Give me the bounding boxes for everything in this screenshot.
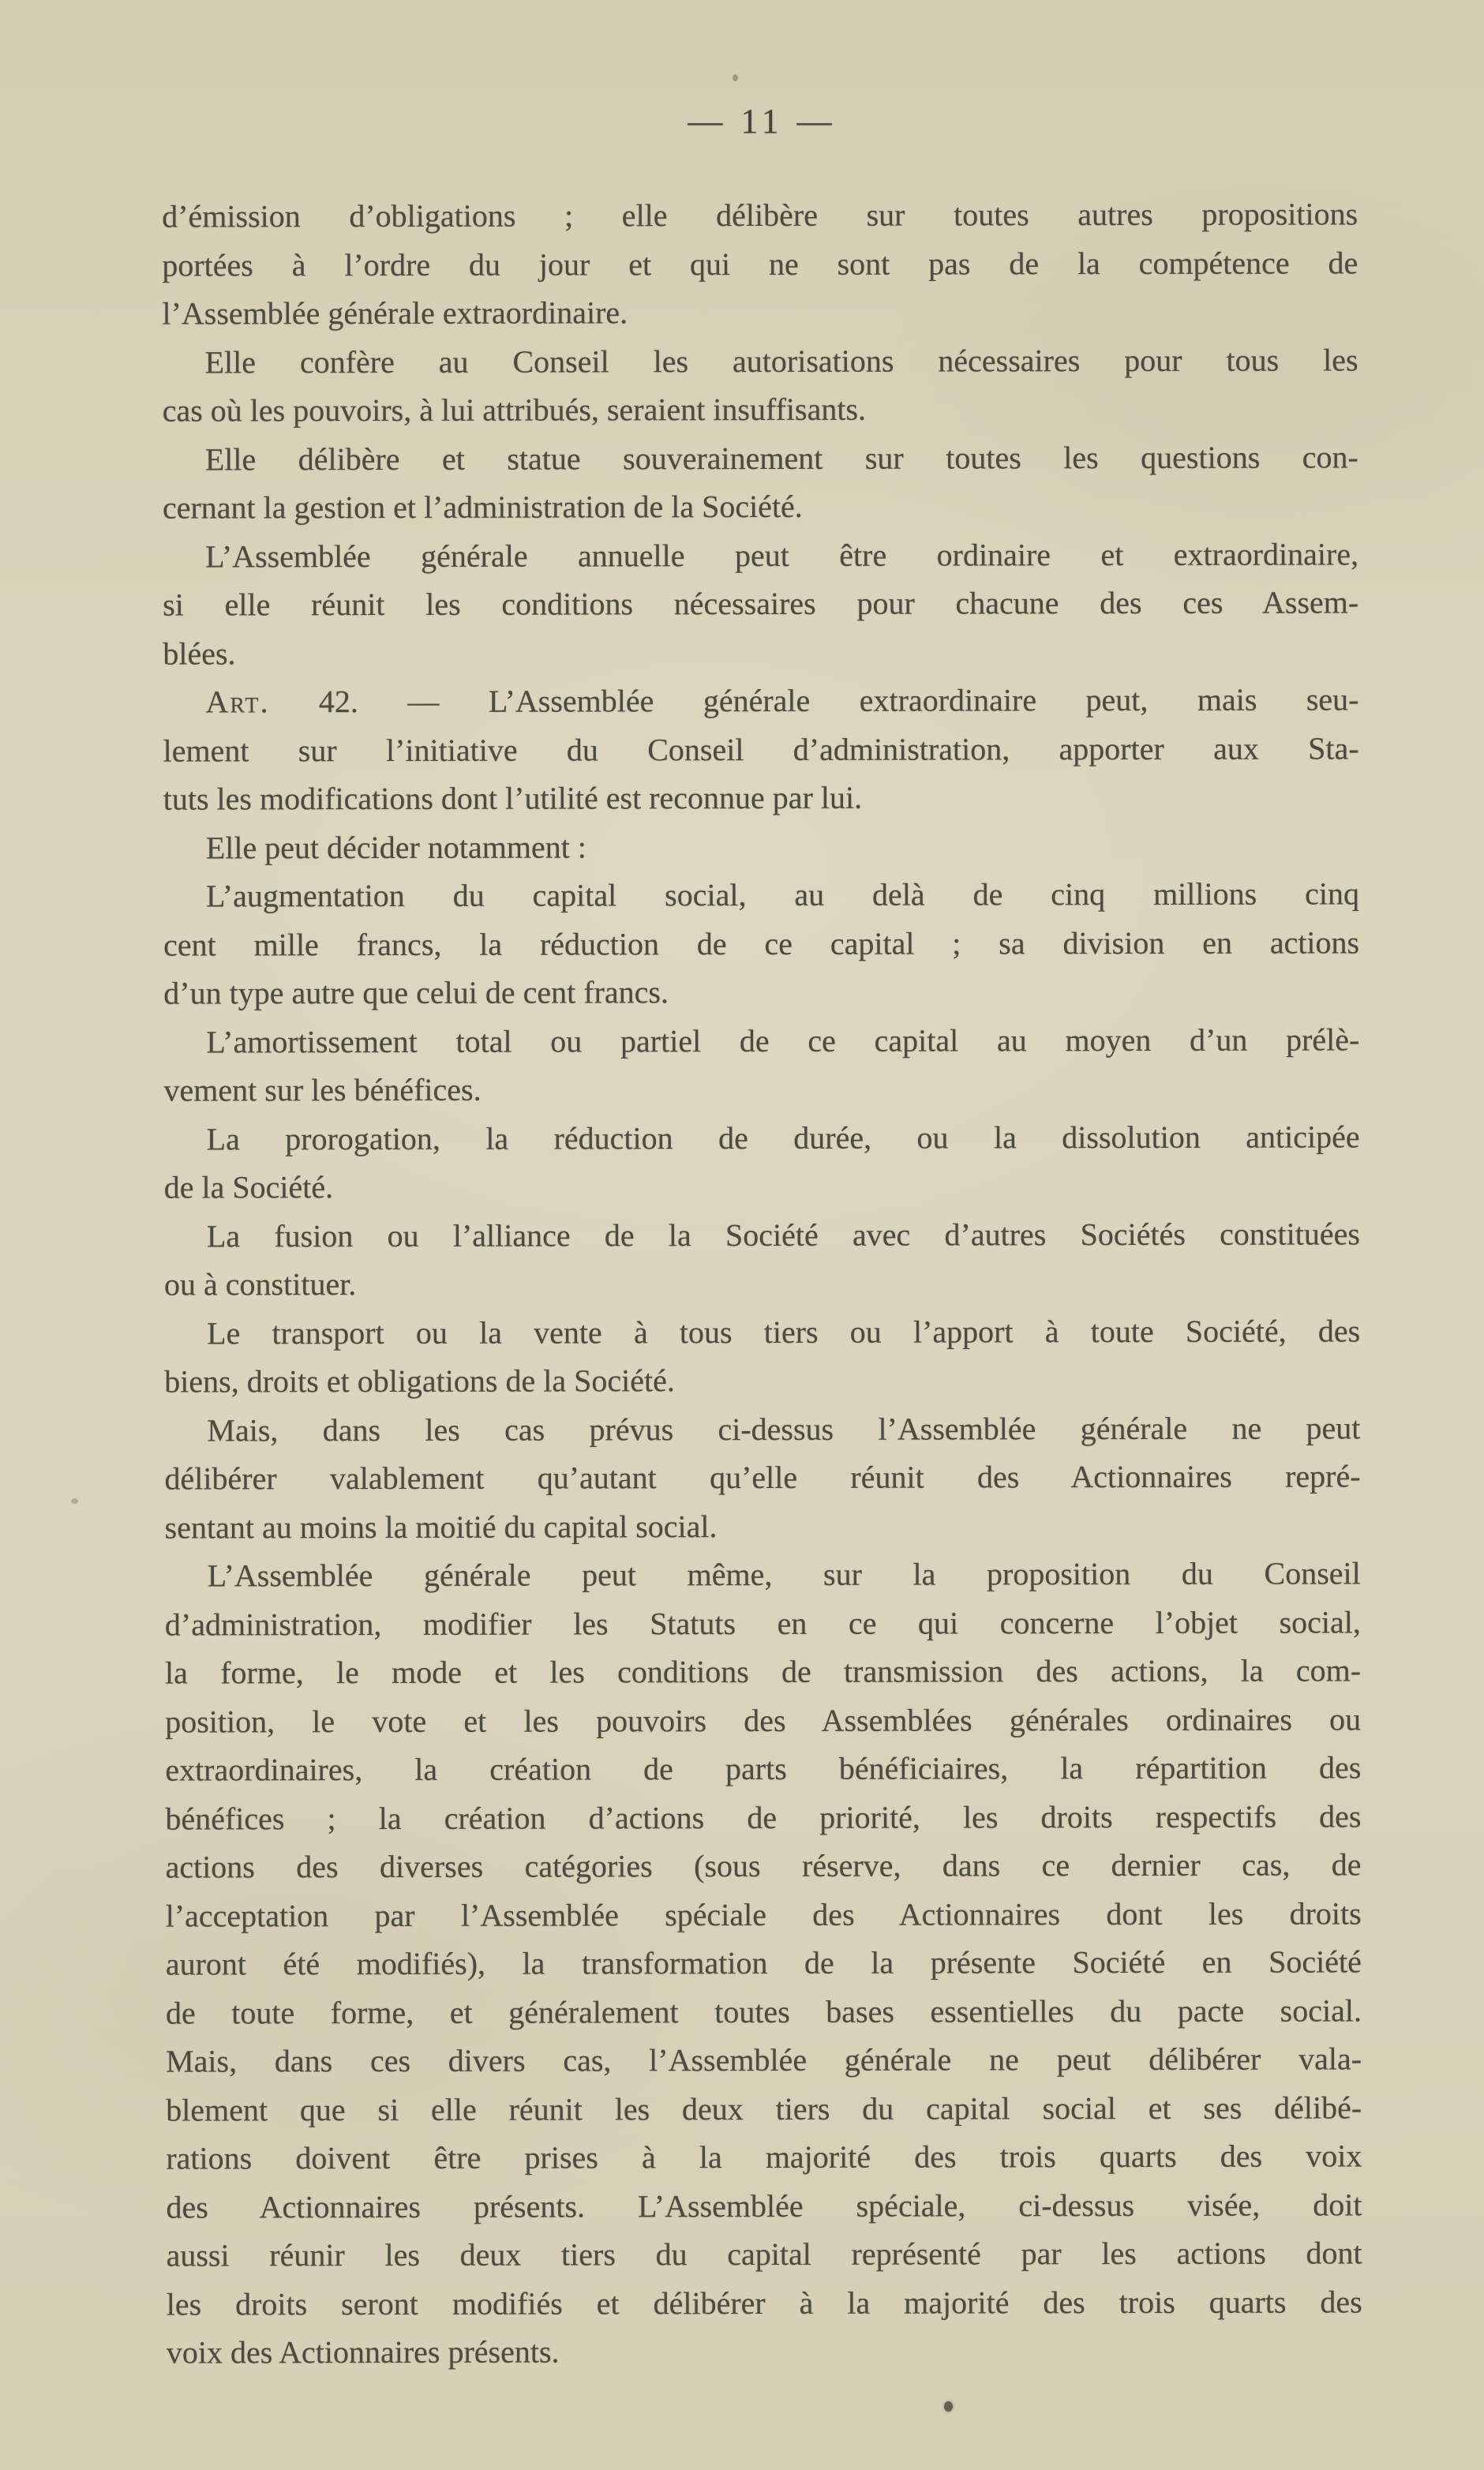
text-line: aussi réunir les deux tiers du capital représenté par les actions dont (166, 2235, 1362, 2273)
paragraph (164, 1404, 1360, 1552)
paragraph (163, 1015, 1359, 1115)
text-line: lement sur l’initiative du Conseil d’administration, apporter aux Sta- (163, 729, 1359, 769)
text-line: blées. (163, 635, 236, 672)
text-line: tuts les modifications dont l’utilité est reconnue par lui. (163, 779, 863, 817)
text-line: cas où les pouvoirs, à lui attribués, seraient insuffisants. (162, 391, 867, 429)
text-line: des Actionnaires présents. L’Assemblée spéciale, ci-dessus visée, doit (166, 2186, 1362, 2225)
paragraph (163, 433, 1358, 532)
text-line: blement que si elle réunit les deux tiers du capital social et ses délibé- (166, 2089, 1362, 2128)
text-line: biens, droits et obligations de la Société. (164, 1362, 675, 1400)
text-line: d’émission d’obligations ; elle délibère sur toutes autres propositions (162, 196, 1358, 234)
paragraph (163, 675, 1358, 823)
text-line: Le transport ou la vente à tous tiers ou l’apport à toute Société, des (207, 1312, 1361, 1351)
text-line: voix des Actionnaires présents. (166, 2333, 560, 2371)
text-line: auront été modifiés), la transformation de la présente Société en Société (165, 1943, 1362, 1982)
text-line: l’acceptation par l’Assemblée spéciale des Actionnaires dont les droits (165, 1895, 1362, 1934)
text-line: délibérer valablement qu’autant qu’elle réunit des Actionnaires repré- (164, 1458, 1361, 1497)
text-line: L’augmentation du capital social, au delà de cinq millions cinq (205, 875, 1360, 914)
paragraph (164, 1209, 1360, 1309)
text-line: rations doivent être prises à la majorité des trois quarts des voix (166, 2138, 1362, 2176)
paragraph (162, 335, 1358, 435)
paragraph (165, 1549, 1362, 2377)
page-number: — 11 — (688, 102, 837, 141)
text-line: extraordinaires, la création de parts bénéficiaires, la répartition des (165, 1749, 1362, 1788)
text-line: L’Assemblée générale peut même, sur la proposition du Conseil (207, 1555, 1361, 1594)
text-line: Elle délibère et statue souverainement sur toutes les questions con- (204, 438, 1358, 477)
text-line: bénéfices ; la création d’actions de priorité, les droits respectifs des (165, 1797, 1362, 1837)
paragraph (163, 869, 1359, 1018)
text-line: Elle confère au Conseil les autorisations nécessaires pour tous les (204, 341, 1358, 380)
ink-speck (71, 1498, 78, 1504)
text-line: la forme, le mode et les conditions de transmission des actions, la com- (164, 1652, 1362, 1691)
ink-speck (733, 74, 738, 81)
text-line: actions des diverses catégories (sous réserve, dans ce dernier cas, de (165, 1846, 1362, 1885)
text-line: de toute forme, et généralement toutes bases essentielles du pacte social. (165, 1992, 1362, 2031)
text-line: d’un type autre que celui de cent francs. (163, 974, 669, 1011)
article-label: Art. (205, 684, 270, 720)
text-line: Mais, dans les cas prévus ci-dessus l’Assemblée générale ne peut (207, 1409, 1361, 1448)
text-line: cernant la gestion et l’administration de la Société. (162, 488, 803, 526)
paragraph (163, 530, 1358, 678)
paragraph (162, 189, 1358, 338)
paragraph (163, 821, 1359, 872)
text-line: position, le vote et les pouvoirs des Assemblées générales ordinaires ou (165, 1700, 1362, 1740)
text-line: portées à l’ordre du jour et qui ne sont pas de la compétence de (162, 244, 1358, 283)
text-line: L’Assemblée générale annuelle peut être ordinaire et extraordinaire, (205, 535, 1359, 574)
text-line: Art. 42. — L’Assemblée générale extraordinaire peut, mais seu- (205, 681, 1359, 720)
text-line: Mais, dans ces divers cas, l’Assemblée générale ne peut délibérer vala- (166, 2041, 1362, 2079)
text-line: La fusion ou l’alliance de la Société avec d’autres Sociétés constituées (206, 1215, 1360, 1254)
text-line: La prorogation, la réduction de durée, ou la dissolution anticipée (206, 1118, 1360, 1156)
text-line: si elle réunit les conditions nécessaires pour chacune des ces Assem- (163, 584, 1359, 623)
ink-speck (944, 2401, 953, 2412)
text-line: sentant au moins la moitié du capital social. (164, 1508, 718, 1546)
paragraph (164, 1112, 1360, 1212)
paragraph (164, 1306, 1360, 1406)
text-line: vement sur les bénéfices. (163, 1071, 482, 1108)
text-line: l’Assemblée générale extraordinaire. (162, 294, 628, 332)
text-line: les droits seront modifiés et délibérer à la majorité des trois quarts des (166, 2283, 1362, 2322)
text-line: d’administration, modifier les Statuts en ce qui concerne l’objet social, (164, 1603, 1361, 1643)
text-line: ou à constituer. (163, 1266, 357, 1302)
text-line: cent mille francs, la réduction de ce capital ; sa division en actions (163, 924, 1360, 963)
text-line: de la Société. (163, 1169, 334, 1205)
text-line: Elle peut décider notamment : (205, 828, 586, 865)
text-line: L’amortissement total ou partiel de ce capital au moyen d’un prélè- (206, 1021, 1360, 1059)
text-block (162, 189, 1362, 2377)
